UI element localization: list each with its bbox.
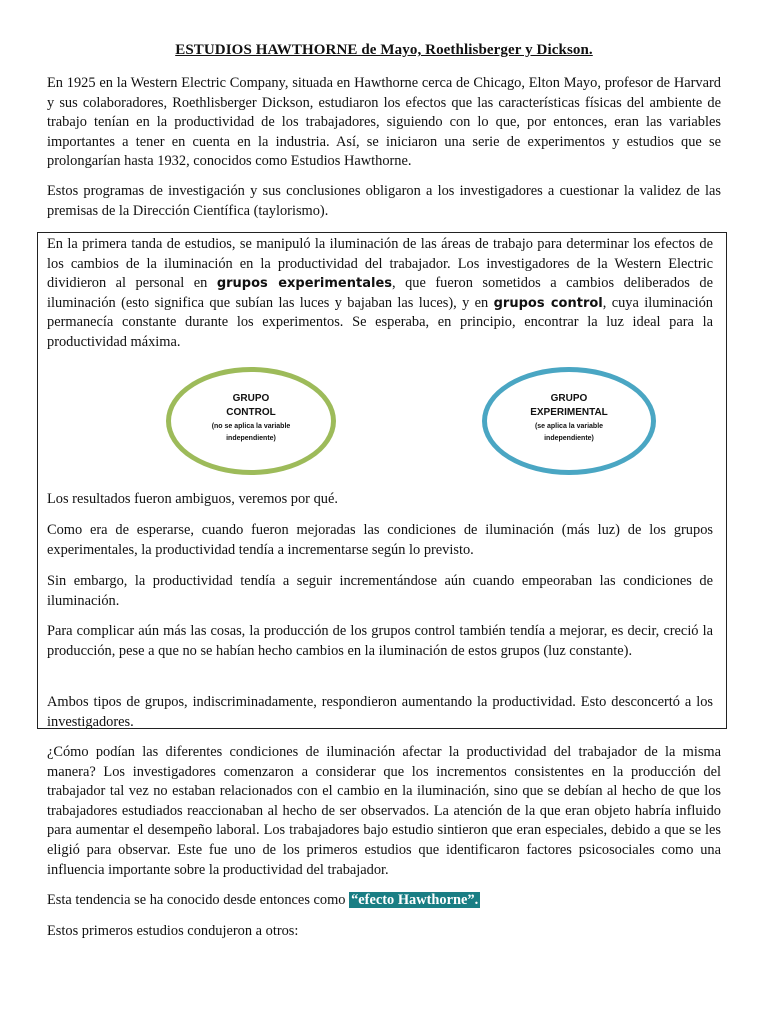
box-paragraph-results: Los resultados fueron ambiguos, veremos por qué.: [47, 491, 338, 507]
box-paragraph-control-groups: Para complicar aún más las cosas, la producción de los grupos control también tendía a mejorar, es decir, creció la producción, pese a que no se habían hecho cambios en la iluminación de estos grupos (luz constante).: [47, 623, 713, 659]
box-text-part2: , que fueron sometidos a cambios deliberados de iluminación (esto significa que subían las luces y bajaban las luces), y en: [47, 275, 713, 311]
bold-grupos-control: grupos control: [493, 295, 603, 311]
group-experimental-note1: (se aplica la variable: [534, 423, 604, 430]
group-control-line1: GRUPO: [232, 393, 270, 404]
group-control-note2: independiente): [226, 435, 276, 442]
group-experimental-ellipse: [482, 367, 656, 475]
group-control-ellipse: [166, 367, 336, 475]
group-experimental-line1: GRUPO: [550, 393, 588, 404]
experiment-box: [37, 232, 727, 729]
group-experimental-line2: EXPERIMENTAL: [530, 407, 608, 418]
effect-hawthorne-highlight: “efecto Hawthorne”.: [351, 892, 479, 908]
group-control-line2: CONTROL: [226, 407, 276, 418]
group-experimental-note2: independiente): [544, 435, 594, 442]
box-text-part3: , cuya iluminación permanecía constante durante los experimentos. Se esperaba, en principio, encontrar la luz ideal para la productividad máxima.: [47, 294, 714, 350]
second-paragraph: Estos programas de investigación y sus conclusiones obligaron a los investigadores a cuestionar la validez de las premisas de la Dirección Científica (taylorismo).: [47, 183, 721, 219]
effect-paragraph: [47, 891, 721, 911]
bold-grupos-experimentales: grupos experimentales: [216, 276, 392, 292]
document-title: ESTUDIOS HAWTHORNE de Mayo, Roethlisberger y Dickson.: [175, 42, 593, 58]
box-text-part1: En la primera tanda de estudios, se manipuló la iluminación de las áreas de trabajo para determinar los efectos de los cambios de la iluminación en la productividad del trabajador. Los investigadores de la Western Electric dividieron al personal en: [47, 236, 713, 292]
intro-paragraph: En 1925 en la Western Electric Company, situada en Hawthorne cerca de Chicago, Elton Mayo, profesor de Harvard y sus colaboradores, Roethlisberger Dickson, estudiaron los efectos que las características físicas del ambiente de trabajo tenían en la productividad de los trabajadores, siguiendo con lo que, por entonces, eran las variables importantes a tener en cuenta en la industria. Así, se iniciaron una serie de experimentos y estudios que se prolongarían hasta 1932, conocidos como Estudios Hawthorne.: [47, 75, 721, 170]
box-paragraph-improved: Como era de esperarse, cuando fueron mejoradas las condiciones de iluminación (más luz) de los grupos experimentales, la productividad tendía a incrementarse según lo previsto.: [47, 522, 713, 558]
box-paragraph-both-groups: Ambos tipos de grupos, indiscriminadamente, respondieron aumentando la productividad. Esto desconcertó a los investigadores.: [47, 694, 713, 730]
box-paragraph-however: Sin embargo, la productividad tendía a seguir incrementándose aún cuando empeoraban las condiciones de iluminación.: [47, 573, 713, 609]
group-control-note1: (no se aplica la variable: [211, 423, 291, 430]
closing-paragraph: Estos primeros estudios condujeron a otros:: [47, 923, 299, 939]
after-paragraph: ¿Cómo podían las diferentes condiciones de iluminación afectar la productividad del trabajador de la misma manera? Los investigadores comenzaron a considerar que los incrementos consistentes en la producción del trabajador tal vez no estaban relacionados con el cambio en la iluminación, sino que se debían al hecho de que los trabajadores estudiados reaccionaban al hecho de ser observados. La atención de la que eran objeto habría influido para aumentar el desempeño laboral. Los trabajadores bajo estudio sintieron que eran especiales, debido a que se les eligió para observar. Este fue uno de los primeros estudios que identificaron factores psicosociales como una influencia importante sobre la productividad del trabajador.: [47, 744, 721, 878]
box-paragraph-lighting: [47, 235, 713, 353]
effect-prefix: Esta tendencia se ha conocido desde entonces como: [47, 892, 350, 908]
